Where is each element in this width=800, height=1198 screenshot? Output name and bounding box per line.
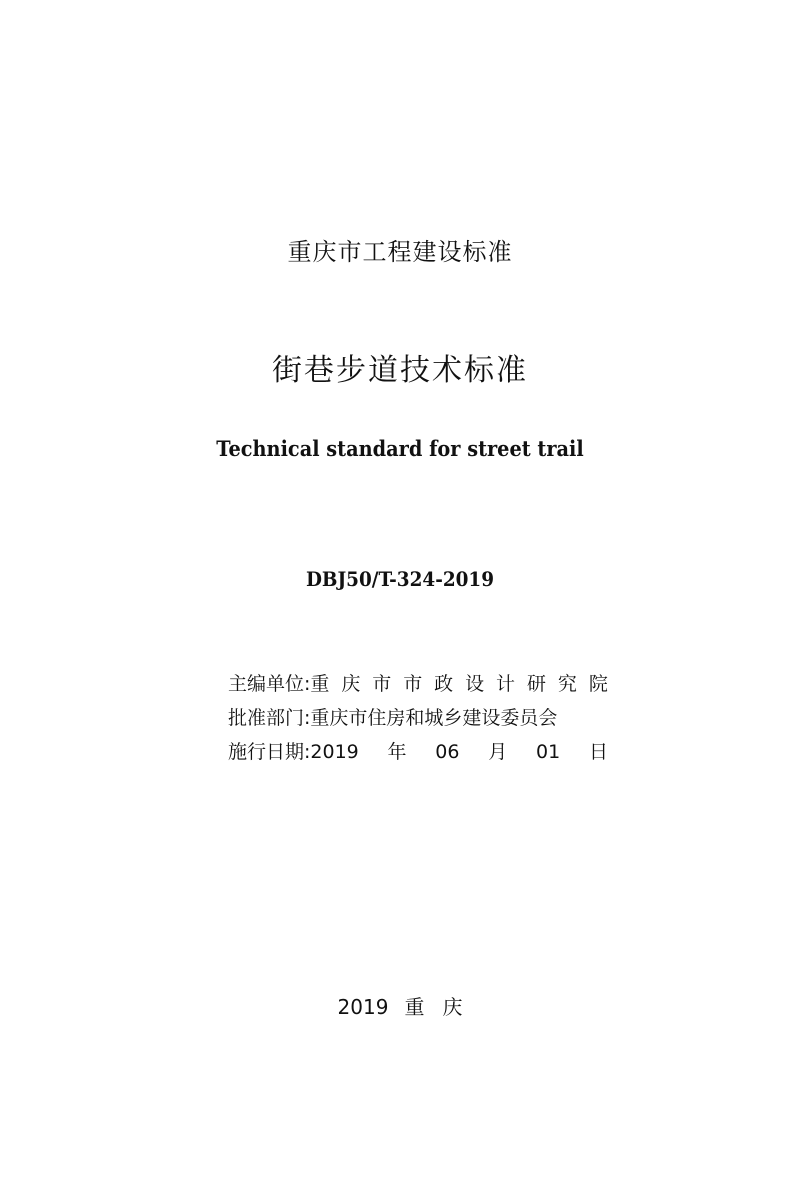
editor-char: 庆: [341, 673, 361, 695]
date-separator: :: [304, 741, 311, 763]
footer-place-char: 重: [404, 995, 425, 1019]
date-label: 施行日期: [228, 741, 305, 763]
editor-separator: :: [304, 673, 311, 695]
footer-year: 2019: [337, 995, 389, 1019]
footer-place-char: 庆: [442, 995, 463, 1019]
editor-char: 计: [496, 673, 516, 695]
date-day-unit: 日: [588, 741, 608, 763]
editor-row: [228, 667, 608, 701]
editor-char: 研: [526, 673, 546, 695]
editor-char: 市: [403, 673, 423, 695]
document-metadata: [228, 667, 608, 769]
editor-char: 政: [434, 673, 454, 695]
document-title-english: Technical standard for street trail: [216, 436, 584, 461]
date-month-unit: 月: [488, 741, 508, 763]
editor-label: 主编单位: [228, 673, 305, 695]
approver-value: 重庆市住房和城乡建设委员会: [310, 707, 558, 729]
approver-label: 批准部门: [228, 707, 305, 729]
date-day: 01: [536, 741, 561, 763]
date-year: 2019: [310, 741, 359, 763]
standard-code: DBJ50/T-324-2019: [305, 567, 495, 591]
approver-row: [228, 701, 608, 735]
editor-char: 重: [310, 673, 330, 695]
series-title: 重庆市工程建设标准: [287, 238, 513, 266]
date-year-unit: 年: [387, 741, 407, 763]
date-row: [228, 735, 608, 769]
publication-footer: [0, 993, 800, 1021]
editor-char: 究: [557, 673, 577, 695]
document-title-chinese: 街巷步道技术标准: [272, 353, 528, 388]
editor-value: [310, 667, 608, 701]
approver-separator: :: [304, 707, 311, 729]
editor-char: 设: [465, 673, 485, 695]
editor-char: 市: [372, 673, 392, 695]
date-value: [310, 735, 608, 769]
date-month: 06: [435, 741, 460, 763]
editor-char: 院: [588, 673, 608, 695]
